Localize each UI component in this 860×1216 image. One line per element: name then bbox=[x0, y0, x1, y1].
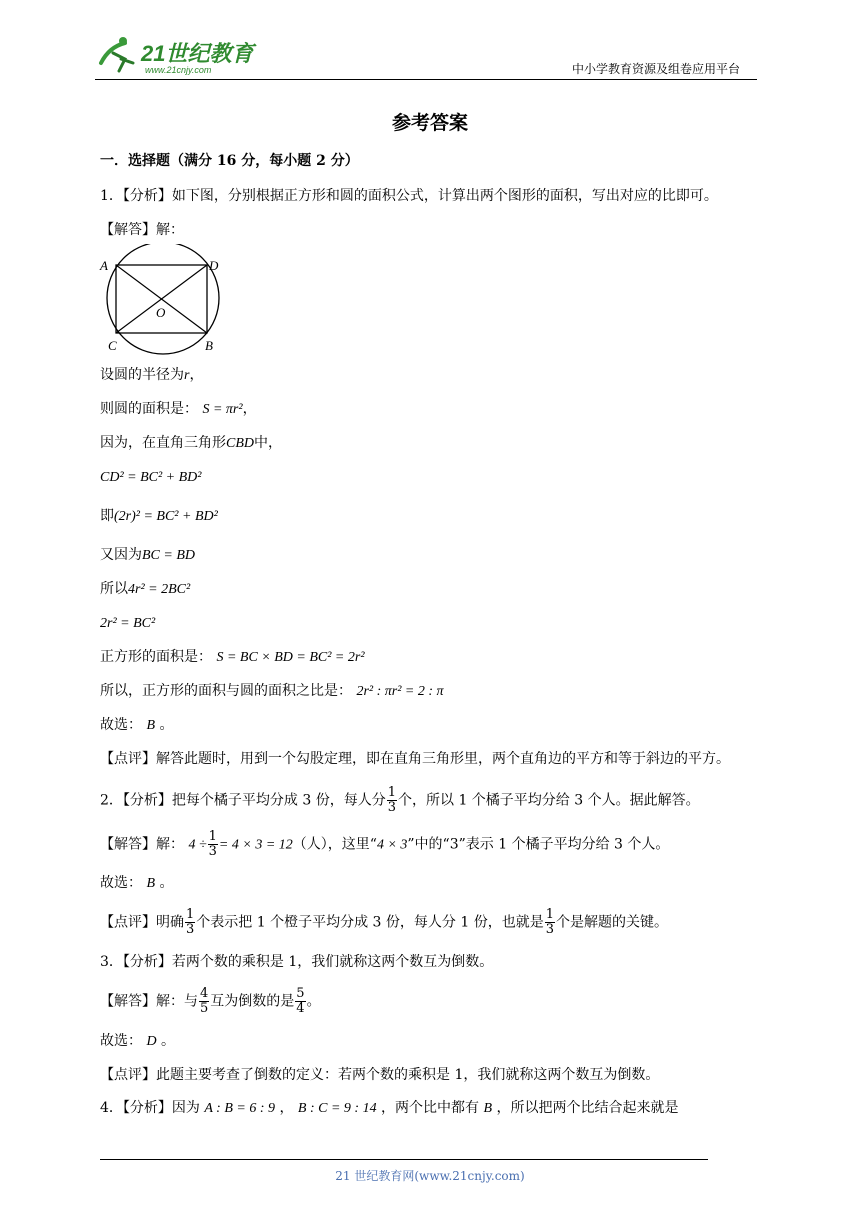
q1-answer-label: 【解答】解： bbox=[100, 222, 184, 238]
label-B: B bbox=[205, 338, 213, 353]
q3-analysis: 3．【分析】若两个数的乘积是 1，我们就称这两个数互为倒数。 bbox=[100, 954, 494, 970]
page-title: 参考答案 bbox=[391, 112, 468, 134]
q1-step-4: CD² = BC² + BD² bbox=[100, 470, 202, 485]
q2-answer: 【解答】解： 4 ÷ $\frac{1}{3}$ = 4 × 3 = 12（人），这里“4 × 3”中的“3”表示 1 个橘子平均分给 3 个人。 bbox=[100, 829, 670, 859]
q1-step-6: 又因为BC = BD bbox=[100, 547, 195, 563]
q3-answer: 【解答】解：与 $\frac{4}{5}$ 互为倒数的是 $\frac{5}{4}$ 。 bbox=[100, 986, 321, 1016]
q4-analysis: 4．【分析】因为 A : B = 6 : 9 ， B : C = 9 : 14 ，两个比中都有 B ，所以把两个比结合起来就是 bbox=[100, 1100, 679, 1116]
section-heading: 一．选择题（满分 16 分，每小题 2 分） bbox=[100, 153, 359, 169]
q2-choice: 故选： B 。 bbox=[100, 875, 174, 891]
circle-square-diagram bbox=[98, 244, 228, 356]
fraction: $\frac{1}{3}$ bbox=[545, 907, 554, 937]
q1-comment: 【点评】解答此题时，用到一个勾股定理，即在直角三角形里，两个直角边的平方和等于斜边的平方。 bbox=[100, 751, 730, 767]
q1-step-2: 则圆的面积是： S = πr²， bbox=[100, 401, 257, 417]
fraction: $\frac{4}{5}$ bbox=[200, 986, 209, 1016]
fraction: $\frac{1}{3}$ bbox=[208, 829, 217, 859]
label-C: C bbox=[108, 338, 117, 353]
header-divider bbox=[95, 79, 757, 80]
label-D: D bbox=[209, 258, 219, 273]
q1-step-10: 所以，正方形的面积与圆的面积之比是： 2r² : πr² = 2 : π bbox=[100, 683, 444, 699]
q3-comment: 【点评】此题主要考查了倒数的定义：若两个数的乘积是 1，我们就称这两个数互为倒数。 bbox=[100, 1067, 660, 1083]
site-logo bbox=[95, 33, 265, 77]
q3-choice: 故选： D 。 bbox=[100, 1033, 176, 1049]
q1-step-8: 2r² = BC² bbox=[100, 616, 156, 631]
q1-step-5: 即(2r)² = BC² + BD² bbox=[100, 508, 218, 524]
svg-text:21世纪教育: 21世纪教育 bbox=[141, 41, 254, 66]
q1-step-1: 设圆的半径为r， bbox=[100, 367, 204, 383]
label-A: A bbox=[100, 258, 108, 273]
q1-analysis: 1．【分析】如下图，分别根据正方形和圆的面积公式，计算出两个图形的面积，写出对应的比即可。 bbox=[100, 188, 718, 204]
q2-comment: 【点评】明确 $\frac{1}{3}$ 个表示把 1 个橙子平均分成 3 份，每人分 1 份，也就是 $\frac{1}{3}$ 个是解题的关键。 bbox=[100, 907, 668, 937]
footer-divider bbox=[100, 1159, 708, 1160]
fraction: $\frac{1}{3}$ bbox=[387, 785, 396, 815]
fraction: $\frac{1}{3}$ bbox=[186, 907, 195, 937]
label-O: O bbox=[156, 305, 166, 320]
header-platform-text: 中小学教育资源及组卷应用平台 bbox=[572, 62, 741, 76]
fraction: $\frac{5}{4}$ bbox=[296, 986, 305, 1016]
footer-text: 21 世纪教育网(www.21cnjy.com) bbox=[335, 1169, 525, 1183]
q1-step-3: 因为，在直角三角形CBD中， bbox=[100, 435, 282, 451]
q1-choice: 故选： B 。 bbox=[100, 717, 174, 733]
q2-analysis: 2．【分析】把每个橘子平均分成 3 份，每人分 $\frac{1}{3}$ 个，所以 1 个橘子平均分给 3 个人。据此解答。 bbox=[100, 785, 700, 815]
q1-step-9: 正方形的面积是： S = BC × BD = BC² = 2r² bbox=[100, 649, 365, 665]
svg-text:www.21cnjy.com: www.21cnjy.com bbox=[145, 65, 212, 75]
q1-step-7: 所以4r² = 2BC² bbox=[100, 581, 191, 597]
